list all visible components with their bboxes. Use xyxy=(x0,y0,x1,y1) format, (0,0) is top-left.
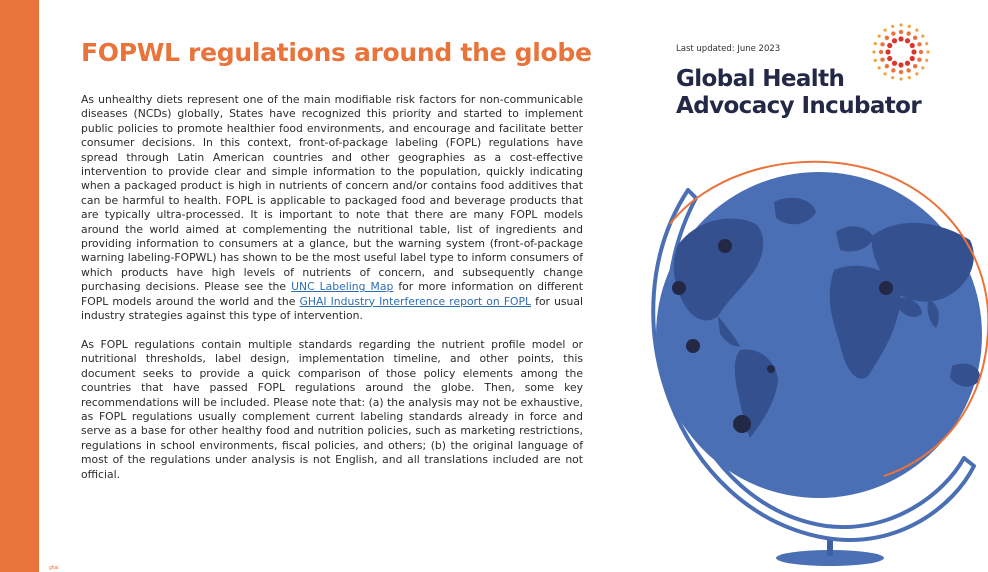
organization-name-line1: Global Health xyxy=(676,66,845,92)
logo-dot xyxy=(911,49,916,54)
logo-dot xyxy=(880,42,884,46)
logo-dot xyxy=(905,61,910,66)
organization-name-line2: Advocacy Incubator xyxy=(676,93,922,119)
side-accent-bar xyxy=(0,0,39,572)
logo-dot xyxy=(899,30,903,34)
logo-dot xyxy=(913,36,917,40)
logo-dot xyxy=(921,35,924,38)
logo-dot xyxy=(891,25,894,28)
logo-dot xyxy=(885,36,889,40)
intro-paragraph xyxy=(81,93,583,324)
logo-dot xyxy=(884,29,887,32)
marker-chile xyxy=(733,415,751,433)
logo-dot xyxy=(892,38,897,43)
page-title: FOPWL regulations around the globe xyxy=(81,38,592,67)
logo-dot xyxy=(908,25,911,28)
logo-dot xyxy=(906,68,910,72)
logo-dot xyxy=(917,57,921,61)
sunburst-dots-icon xyxy=(866,20,940,84)
marker-asia xyxy=(879,281,893,295)
logo-dot xyxy=(891,76,894,79)
logo-dot xyxy=(906,31,910,35)
marker-north-america-west xyxy=(672,281,686,295)
logo-dot xyxy=(887,56,892,61)
marker-canada xyxy=(718,239,732,253)
logo-dot xyxy=(878,66,881,69)
body-text xyxy=(81,93,583,496)
logo-dot xyxy=(921,66,924,69)
globe-on-stand-icon xyxy=(636,140,988,572)
logo-dot xyxy=(926,50,929,53)
logo-dot xyxy=(872,50,875,53)
last-updated: Last updated: June 2023 xyxy=(676,44,781,54)
logo-dot xyxy=(884,72,887,75)
logo-dot xyxy=(910,56,915,61)
logo-dot xyxy=(885,49,890,54)
logo-dot xyxy=(915,29,918,32)
ghai-industry-report-link[interactable]: GHAI Industry Interference report on FOPL xyxy=(299,294,532,308)
logo-dot xyxy=(913,64,917,68)
logo-dot xyxy=(898,36,903,41)
logo-dot xyxy=(892,61,897,66)
logo-dot xyxy=(887,43,892,48)
logo-dot xyxy=(899,70,903,74)
logo-dot xyxy=(885,64,889,68)
scope-paragraph: As FOPL regulations contain multiple standards regarding the nutrient profile model or nutritional thresholds, label design, implementation timeline, and other points, this document seeks to provide a quick comparison of those policy elements among the countries that have passed FOPL regulations around the globe. Then, some key recommendations will be included. Please note that: (a) the analysis may not be exhaustive, as FOPL regulations usually complement current labeling standards already in force and serve as a base for other healthy food and nutrition policies, such as marketing restrictions, regulations in school environments, fiscal policies, and others; (b) the original language of most of the regulations under analysis is not English, and all translations included are not official. xyxy=(81,337,583,481)
logo-dot xyxy=(879,50,883,54)
logo-dot xyxy=(899,77,902,80)
marker-colombia xyxy=(767,365,775,373)
intro-text-b: for more information on different FOPL models around the world and the xyxy=(81,280,583,308)
logo-dot xyxy=(878,35,881,38)
logo-dot xyxy=(910,43,915,48)
logo-dots xyxy=(872,23,929,80)
logo-dot xyxy=(874,42,877,45)
logo-dot xyxy=(917,42,921,46)
footer-mark: ghai xyxy=(49,565,59,571)
logo-dot xyxy=(915,72,918,75)
logo-dot xyxy=(898,62,903,67)
intro-text-a: As unhealthy diets represent one of the main modifiable risk factors for non-communicable diseases (NCDs) globally, States have recognized this priority and started to implement public policies to promote healthier food environments, and encourage and facilitate better consumer decisions. In this context, front-of-package labeling (FOPL) regulations have spread through Latin American countries and other geographies as a cost-effective intervention to provide clear and simple information to the population, quickly indicating when a packaged product is high in nutrients of concern and/or contains food additives that can be harmful to health. FOPL is applicable to packaged food and beverage products that are typically ultra-processed. It is important to note that there are many FOPL models around the world aimed at complementing the nutritional table, list of ingredients and providing information to consumers at a glance, but the warning system (front-of-package warning labeling-FOPWL) has shown to be the most useful label type to inform consumers of which products have high levels of nutrients of concern, and subsequently change purchasing decisions. Please see the xyxy=(81,93,583,294)
unc-labeling-map-link[interactable]: UNC Labeling Map xyxy=(291,280,394,294)
logo-dot xyxy=(905,38,910,43)
logo-dot xyxy=(899,23,902,26)
logo-dot xyxy=(880,57,884,61)
logo-dot xyxy=(891,31,895,35)
logo-dot xyxy=(919,50,923,54)
logo-dot xyxy=(874,59,877,62)
logo-dot xyxy=(891,68,895,72)
marker-mexico xyxy=(686,339,700,353)
intro-text-c: for usual industry strategies against this type of intervention. xyxy=(81,294,583,323)
logo-dot xyxy=(925,42,928,45)
logo-dot xyxy=(925,59,928,62)
logo-dot xyxy=(908,76,911,79)
